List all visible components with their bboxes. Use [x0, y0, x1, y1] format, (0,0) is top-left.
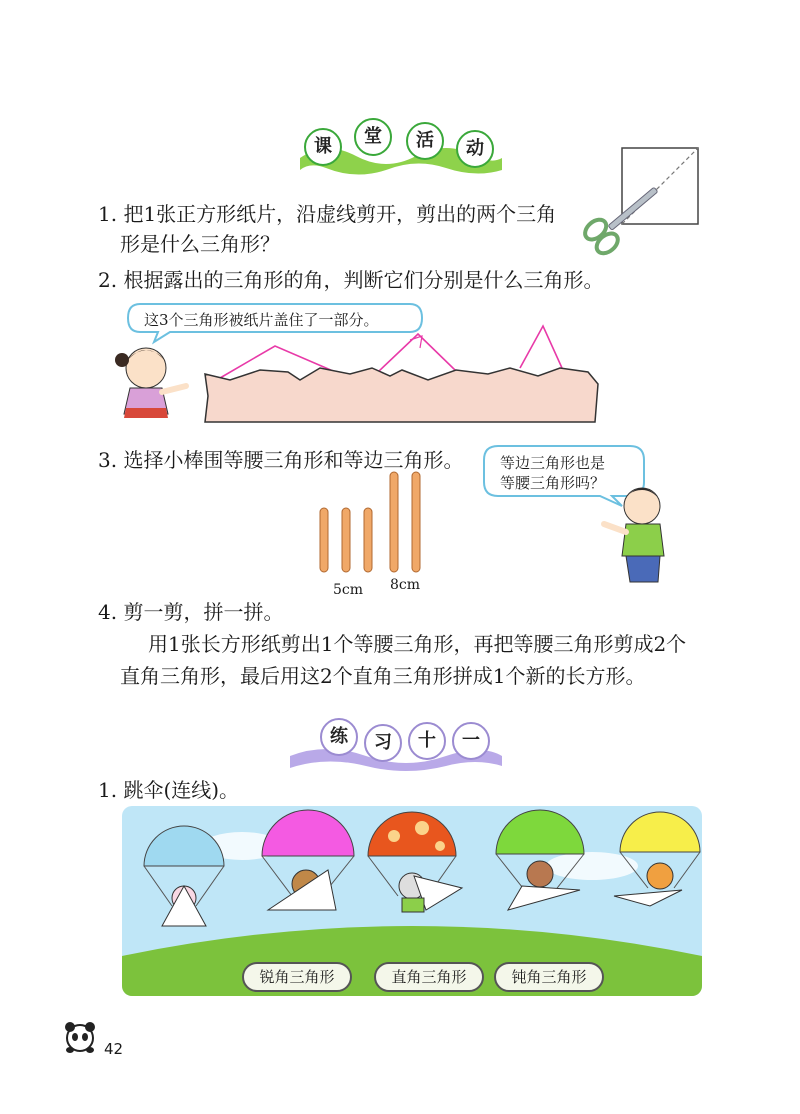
parachute-3: [368, 812, 462, 912]
long-stick-2: [412, 472, 420, 572]
sticks-illustration: [316, 468, 426, 578]
label-acute-triangle[interactable]: 锐角三角形: [242, 962, 352, 992]
banner-char-4: 动: [456, 130, 494, 168]
parachute-1: [144, 826, 224, 926]
page-number: 42: [104, 1040, 124, 1058]
long-stick-length-label: 8cm: [390, 577, 421, 593]
section-banner-exercise-11: [286, 712, 506, 774]
short-stick-3: [364, 508, 372, 572]
question-4-title: 4. 剪一剪，拼一拼。: [98, 600, 284, 624]
question-1-line-1: 1. 把1张正方形纸片，沿虚线剪开，剪出的两个三角: [98, 202, 557, 226]
parachute-2: [262, 810, 354, 910]
question-3-text: 3. 选择小棒围等腰三角形和等边三角形。: [98, 448, 464, 472]
exercise-1-text: 1. 跳伞(连线)。: [98, 778, 240, 802]
square-paper-scissors-illustration: [580, 142, 710, 268]
question-4-line-2: 直角三角形，最后用这2个直角三角形拼成1个新的长方形。: [120, 664, 646, 688]
section-banner-class-activity: [296, 118, 506, 178]
hidden-triangles-illustration: [110, 296, 610, 431]
banner2-char-3: 十: [408, 722, 446, 760]
short-stick-1: [320, 508, 328, 572]
parachute-scene: [122, 806, 702, 996]
short-stick-length-label: 5cm: [333, 582, 364, 598]
banner-char-2: 堂: [354, 118, 392, 156]
banner2-char-1: 练: [320, 718, 358, 756]
banner-char-3: 活: [406, 122, 444, 160]
label-obtuse-triangle[interactable]: 钝角三角形: [494, 962, 604, 992]
banner2-char-2: 习: [364, 724, 402, 762]
long-stick-1: [390, 472, 398, 572]
girl-speech-bubble: 这3个三角形被纸片盖住了一部分。: [144, 311, 379, 329]
banner2-char-4: 一: [452, 722, 490, 760]
boy-bubble-line-2: 等腰三角形吗？: [500, 474, 606, 492]
question-4-line-1: 用1张长方形纸剪出1个等腰三角形，再把等腰三角形剪成2个: [148, 632, 687, 656]
question-1-line-2: 形是什么三角形？: [120, 232, 280, 256]
short-stick-2: [342, 508, 350, 572]
panda-icon: [62, 1018, 98, 1054]
question-2-text: 2. 根据露出的三角形的角，判断它们分别是什么三角形。: [98, 268, 604, 292]
label-right-triangle[interactable]: 直角三角形: [374, 962, 484, 992]
boy-question-illustration: [480, 440, 690, 590]
banner-char-1: 课: [304, 128, 342, 166]
boy-bubble-line-1: 等边三角形也是: [500, 454, 606, 472]
